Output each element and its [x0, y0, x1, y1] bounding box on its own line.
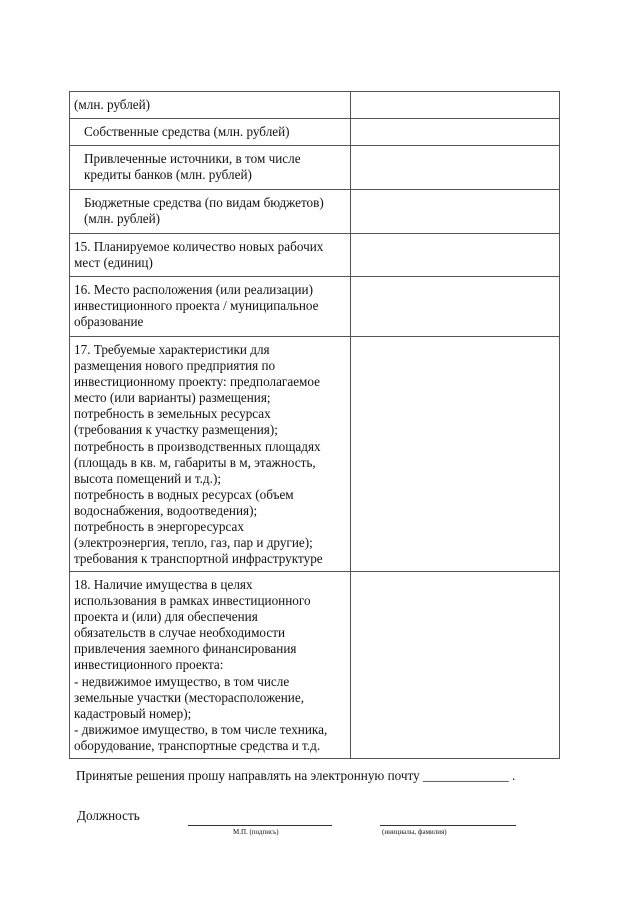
signature-line: [188, 825, 332, 826]
form-row-label: (млн. рублей): [74, 97, 151, 112]
form-row-value-cell[interactable]: [351, 146, 560, 190]
form-row-value-cell[interactable]: [351, 572, 560, 759]
form-row: [70, 234, 560, 277]
email-request-text: Принятые решения прошу направлять на электронную почту _____________ .: [76, 768, 516, 783]
form-row-value-cell[interactable]: [351, 234, 560, 277]
form-row-label-cell: [70, 190, 351, 234]
form-table-body: [70, 92, 560, 759]
form-row-label: 15. Планируемое количество новых рабочих мест (единиц): [74, 239, 324, 271]
signature-caption: М.П. (подпись): [233, 828, 279, 836]
form-row-label-cell: [70, 337, 351, 572]
form-row-label-cell: [70, 277, 351, 337]
form-row: [70, 277, 560, 337]
form-row: [70, 92, 560, 119]
form-row-label-cell: [70, 572, 351, 759]
form-row-label-cell: [70, 234, 351, 277]
form-row-value-cell[interactable]: [351, 119, 560, 146]
name-line: [380, 825, 516, 826]
application-form-table: [69, 91, 560, 759]
form-row-value-cell[interactable]: [351, 277, 560, 337]
form-row-value-cell[interactable]: [351, 92, 560, 119]
form-row: [70, 190, 560, 234]
form-row-label-cell: [70, 119, 351, 146]
form-row-label: Собственные средства (млн. рублей): [84, 124, 290, 139]
form-row-label-cell: [70, 92, 351, 119]
position-label: Должность: [77, 808, 140, 823]
form-row-value-cell[interactable]: [351, 337, 560, 572]
form-row: [70, 119, 560, 146]
form-row: [70, 337, 560, 572]
name-caption: (инициалы, фамилия): [382, 828, 447, 836]
form-row-label: Привлеченные источники, в том числе кредиты банков (млн. рублей): [84, 151, 301, 183]
form-row-label: Бюджетные средства (по видам бюджетов) (млн. рублей): [84, 195, 324, 227]
form-row-value-cell[interactable]: [351, 190, 560, 234]
form-row-label: 18. Наличие имущества в целях использования в рамках инвестиционного проекта и (или) для обеспечения обязательств в случае необходимости привлечения заемного финансирования инвестиционного проекта: - недвижимое имущество, в том числе земельные участки (месторасположение, кадастровый номер); - движимое имущество, в том числе техника, оборудование, транспортные средства и т.д.: [74, 577, 328, 753]
form-row: [70, 572, 560, 759]
form-row-label-cell: [70, 146, 351, 190]
form-row-label: 17. Требуемые характеристики для размещения нового предприятия по инвестиционному проекту: предполагаемое место (или варианты) размещения; потребность в земельных ресурсах (требования к участку размещения); потребность в производственных площадях (площадь в кв. м, габариты в м, этажность, высота помещений и т.д.); потребность в водных ресурсах (объем водоснабжения, водоотведения); потребность в энергоресурсах (электроэнергия, тепло, газ, пар и другие); требования к транспортной инфраструктуре: [74, 342, 323, 567]
form-row-label: 16. Место расположения (или реализации) инвестиционного проекта / муниципальное образование: [74, 282, 319, 330]
form-row: [70, 146, 560, 190]
